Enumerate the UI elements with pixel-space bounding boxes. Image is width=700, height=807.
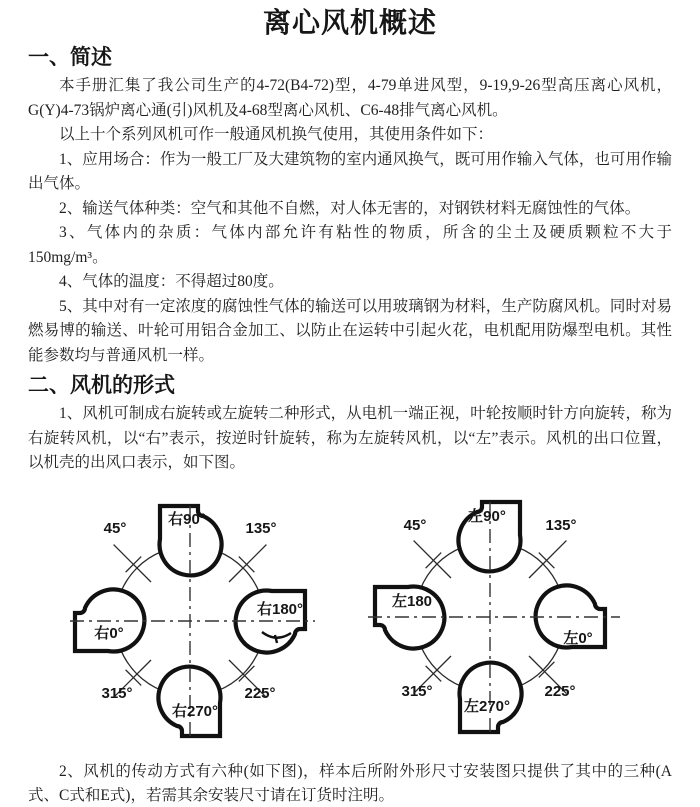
tick-label-315: 315° [101, 684, 133, 702]
tick-label-45: 45° [403, 516, 427, 534]
fan-label-bottom: 左270° [463, 697, 511, 715]
section1-item-3: 3、气体内的杂质：气体内部允许有粘性的物质，所含的尘土及硬质颗粒不大于150mg/m³。 [28, 224, 672, 266]
fan-label-left: 左180 [391, 592, 433, 610]
diagram-right-rotation [70, 506, 315, 736]
fan-label-right: 右180° [256, 600, 304, 618]
fan-label-right: 左0° [563, 629, 593, 647]
fan-label-top: 右90° [168, 510, 206, 528]
fan-orientation-svg [0, 484, 700, 752]
section1-item-5: 5、其中对有一定浓度的腐蚀性气体的输送可以用玻璃钢为材料，生产防腐风机。同时对易燃易博的输送、叶轮可用铝合金加工、以防止在运转中引起火花，电机配用防爆型电机。其性能参数均与普通风机一样。 [28, 297, 672, 364]
tick-label-315: 315° [401, 682, 433, 700]
page-title: 离心风机概述 [262, 7, 437, 38]
section2-heading: 二、风机的形式 [28, 374, 175, 397]
section1-heading: 一、简述 [28, 46, 112, 69]
section1-paragraph-usage: 以上十个系列风机可作一般通风机换气使用，其使用条件如下： [59, 126, 494, 143]
tick-label-225: 225° [244, 684, 276, 702]
section2-paragraph-rotation: 1、风机可制成右旋转或左旋转二种形式，从电机一端正视，叶轮按顺时针方向旋转，称为右旋转风机，以“右”表示，按逆时针旋转，称为左旋转风机，以“左”表示。风机的出口位置，以机壳的出风口表示，如下图。 [28, 405, 672, 471]
section1-item-2: 2、输送气体种类：空气和其他不自燃，对人体无害的，对钢铁材料无腐蚀性的气体。 [59, 199, 641, 217]
section1-item-1: 1、应用场合：作为一般工厂及大建筑物的室内通风换气，既可用作输入气体，也可用作输出气体。 [28, 150, 672, 192]
section2-paragraph-transmission: 2、风机的传动方式有六种(如下图)，样本后所附外形尺寸安装图只提供了其中的三种(A式、C式和E式)，若需其余安装尺寸请在订货时注明。 [28, 762, 672, 804]
fan-orientation-diagrams [0, 484, 700, 752]
section1-paragraph-intro: 本手册汇集了我公司生产的4-72(B4-72)型，4-79单进风型，9-19,9-26型高压离心风机，G(Y)4-73锅炉离心通(引)风机及4-68型离心风机、C6-48排气离心风机。 [28, 77, 672, 119]
fan-label-left: 右0° [94, 624, 124, 642]
tick-label-225: 225° [544, 682, 576, 700]
tick-label-135: 135° [245, 519, 277, 537]
diagram-left-rotation [368, 502, 620, 732]
section1-item-4: 4、气体的温度：不得超过80度。 [59, 273, 284, 290]
fan-label-bottom: 右270° [171, 702, 219, 720]
fan-label-top: 左90° [468, 507, 506, 525]
tick-label-45: 45° [103, 519, 127, 537]
tick-label-135: 135° [545, 516, 577, 534]
